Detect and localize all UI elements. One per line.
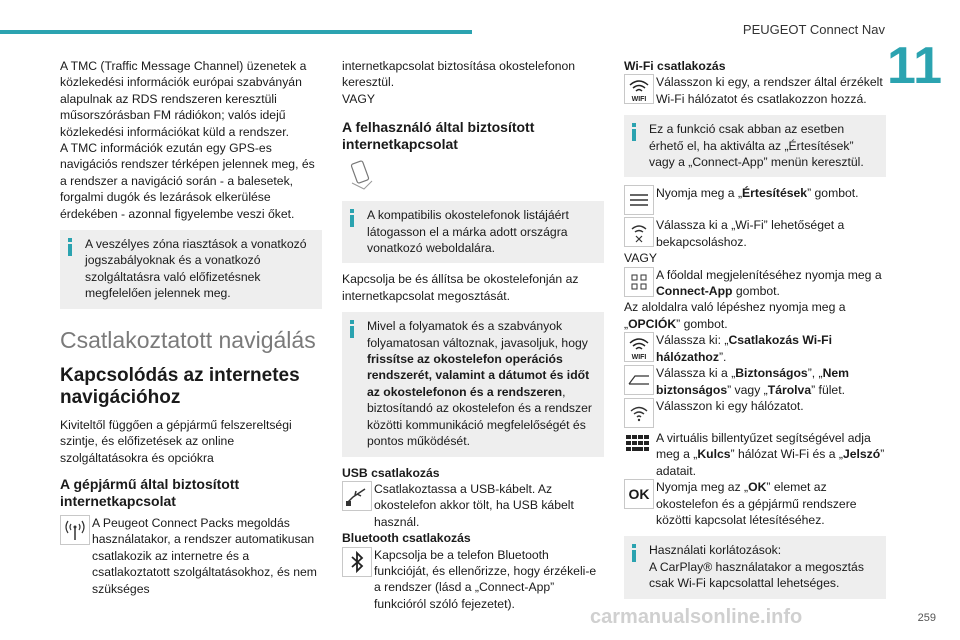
svg-text:WIFI: WIFI	[631, 354, 647, 362]
continued-paragraph: internetkapcsolat biztosítása okostelefonon keresztül.	[342, 59, 576, 90]
keyboard-icon	[624, 430, 652, 458]
step7-bold-2: Jelszó	[842, 447, 881, 462]
tabs-icon	[624, 365, 654, 395]
step4-c: ”.	[718, 349, 727, 364]
step1-c: ” gombot.	[807, 186, 859, 201]
bluetooth-item	[342, 547, 604, 613]
info-icon	[632, 123, 636, 141]
step5-c: ”, „	[807, 366, 823, 381]
usb-item	[342, 481, 604, 530]
step3-a: A főoldal megjelenítéséhez nyomja meg a	[656, 267, 882, 282]
svg-text:WIFI: WIFI	[631, 96, 647, 104]
step5-bold-1: Biztonságos	[735, 366, 808, 381]
column-3	[624, 58, 886, 607]
compat-note	[342, 201, 604, 263]
antenna-icon	[60, 515, 90, 545]
step1-a: Nyomja meg a „	[656, 186, 743, 201]
section-title: Csatlakoztatott navigálás	[60, 326, 316, 353]
step7-e: ” adatait.	[656, 447, 885, 478]
step6-text: Válasszon ki egy hálózatot.	[656, 398, 804, 413]
step3d-a: Az aloldalra való lépéshez nyomja meg a „	[624, 300, 846, 331]
step3d-bold: OPCIÓK	[628, 316, 677, 331]
vehicle-connection-text: A Peugeot Connect Packs megoldás használatakor, a rendszer automatikusan csatlakozik az internetre és a csatlakoztatott szolgáltatásokhoz, és nem szükséges	[92, 515, 317, 596]
column-1	[60, 58, 322, 597]
info-note	[60, 230, 322, 309]
wifi-item	[624, 74, 886, 107]
compat-note-text: A kompatibilis okostelefonok listájáért látogasson el a márka adott országra vonatkozó weboldalára.	[367, 208, 569, 256]
info-note-text: A veszélyes zóna riasztások a vonatkozó jogszabályoknak és a vonatkozó szolgáltatásra való előfizetésnek megfelelően jelennek meg.	[85, 237, 307, 301]
step7-a: A virtuális billentyűzet segítségével adja meg a „	[656, 430, 871, 462]
info-icon	[68, 238, 72, 256]
step4-bold: Csatlakozás Wi-Fi hálózathoz	[656, 333, 832, 364]
phone-icon	[346, 159, 376, 193]
step-connect-app	[624, 267, 886, 300]
wifi-toggle-icon	[624, 217, 654, 247]
step8-bold: OK	[748, 480, 767, 495]
bluetooth-icon	[342, 547, 372, 577]
step-select-network	[624, 398, 886, 430]
info-icon	[632, 544, 636, 562]
bluetooth-text: Kapcsolja be a telefon Bluetooth funkcióját, és ellenőrizze, hogy érzékeli-e a rendszer (lásd a „Connect-App” funkcióról szóló fejezetet).	[374, 547, 597, 611]
restrictions-note	[624, 536, 886, 598]
step5-g: ” fület.	[811, 382, 845, 397]
wifi-text: Válasszon ki egy, a rendszer által érzékelt Wi-Fi hálózatot és csatlakozzon hozzá.	[656, 75, 883, 106]
update-note-text	[350, 318, 596, 449]
step7-bold-1: Kulcs	[697, 447, 731, 462]
subheading-user-connection: A felhasználó által biztosított internetkapcsolat	[342, 119, 535, 153]
or-label: VAGY	[342, 91, 375, 106]
restrictions-note-title: Használati korlátozások:	[649, 543, 782, 558]
intro-paragraph: Kiviteltől függően a gépjármű felszereltségi szintje, és előfizetések az online szolgáltatásokra és opciókra	[60, 417, 292, 465]
step5-bold-2: Nem biztonságos	[656, 366, 850, 397]
column-2	[342, 58, 604, 612]
header-title: PEUGEOT Connect Nav	[742, 22, 885, 37]
tmc-paragraph-2: A TMC információk ezután egy GPS-es navigációs rendszer térképen jelennek meg, és a rendszer a navigáció során - a balesetek, forgalmi dugók és lezárások elkerülése érdekében - azonnal figyelembe veszi őket.	[60, 141, 315, 221]
or-label-2: VAGY	[624, 251, 657, 266]
update-note-c: , biztosítandó az okostelefon és a rendszer közötti kommunikáció megfelelőségét és pontos működését.	[367, 384, 592, 449]
chapter-number: 11	[887, 37, 942, 95]
section-heading: Kapcsolódás az internetes navigációhoz	[60, 364, 300, 408]
share-paragraph: Kapcsolja be és állítsa be okostelefonján az internetkapcsolat megosztását.	[342, 272, 579, 303]
step-options	[624, 299, 886, 332]
step5-bold-3: Tárolva	[767, 382, 812, 397]
step3d-c: ” gombot.	[676, 316, 728, 331]
step-wifi-connect	[624, 332, 886, 365]
step1-bold: Értesítések	[742, 186, 808, 201]
step4-a: Válassza ki: „	[656, 333, 729, 348]
restrictions-note-text: A CarPlay® használatakor a megosztás csak Wi-Fi kapcsolattal lehetséges.	[649, 559, 864, 591]
page-number: 259	[917, 612, 936, 624]
step8-a: Nyomja meg az „	[656, 480, 749, 495]
step-tabs	[624, 365, 886, 398]
step2-text: Válassza ki a „Wi-Fi” lehetőséget a bekapcsoláshoz.	[656, 218, 845, 249]
notifications-note	[624, 115, 886, 177]
wifi-icon	[624, 74, 654, 104]
info-icon	[350, 320, 354, 338]
usb-icon	[342, 481, 372, 511]
wifi-title: Wi-Fi csatlakozás	[624, 59, 726, 73]
apps-grid-icon	[624, 267, 654, 297]
usb-text: Csatlakoztassa a USB-kábelt. Az okostelefon akkor tölt, ha USB kábelt használ.	[374, 481, 574, 529]
wifi-network-icon	[624, 398, 654, 428]
wifi-icon	[624, 332, 654, 362]
header-accent-bar	[0, 30, 472, 34]
step-wifi-toggle	[624, 217, 886, 250]
usb-title: USB csatlakozás	[342, 465, 440, 480]
step3-bold: Connect-App	[656, 284, 733, 299]
update-note	[342, 312, 604, 456]
ok-icon: OK	[624, 479, 654, 509]
watermark: carmanualsonline.info	[590, 606, 803, 628]
notifications-icon	[624, 185, 654, 215]
update-note-bold: frissítse az okostelefon operációs rendszerét, valamint a dátumot és időt az okostelefonon és a rendszeren	[367, 352, 590, 399]
step3-c: gombot.	[732, 284, 780, 299]
step-notifications	[624, 185, 886, 217]
step8-c: ” elemet az okostelefon és a gépjármű rendszere közötti kapcsolat létesítéséhez.	[656, 480, 857, 527]
step-keyboard	[624, 430, 886, 479]
step5-e: ” vagy „	[727, 382, 768, 397]
step5-a: Válassza ki a „	[656, 366, 736, 381]
subheading-vehicle-connection: A gépjármű által biztosított internetkapcsolat	[60, 475, 240, 509]
tmc-paragraph-1: A TMC (Traffic Message Channel) üzenetek a közlekedési információk európai szabványán alapulnak az RDS rendszeren keresztüli műsorszórásban FM rádiókon; valós idejű közlekedési információkat küld a rendszer.	[60, 59, 307, 139]
notifications-note-text: Ez a funkció csak abban az esetben érhető el, ha aktiválta az „Értesítések” vagy a „Connect-App” menün keresztül.	[649, 122, 864, 170]
bluetooth-title: Bluetooth csatlakozás	[342, 531, 471, 546]
step-ok	[624, 479, 886, 528]
vehicle-connection-item	[60, 515, 322, 597]
step7-c: ” hálózat Wi-Fi és a „	[730, 447, 843, 462]
update-note-a: Mivel a folyamatok és a szabványok folyamatosan változnak, javasoljuk, hogy	[367, 319, 588, 350]
info-icon	[350, 209, 354, 227]
